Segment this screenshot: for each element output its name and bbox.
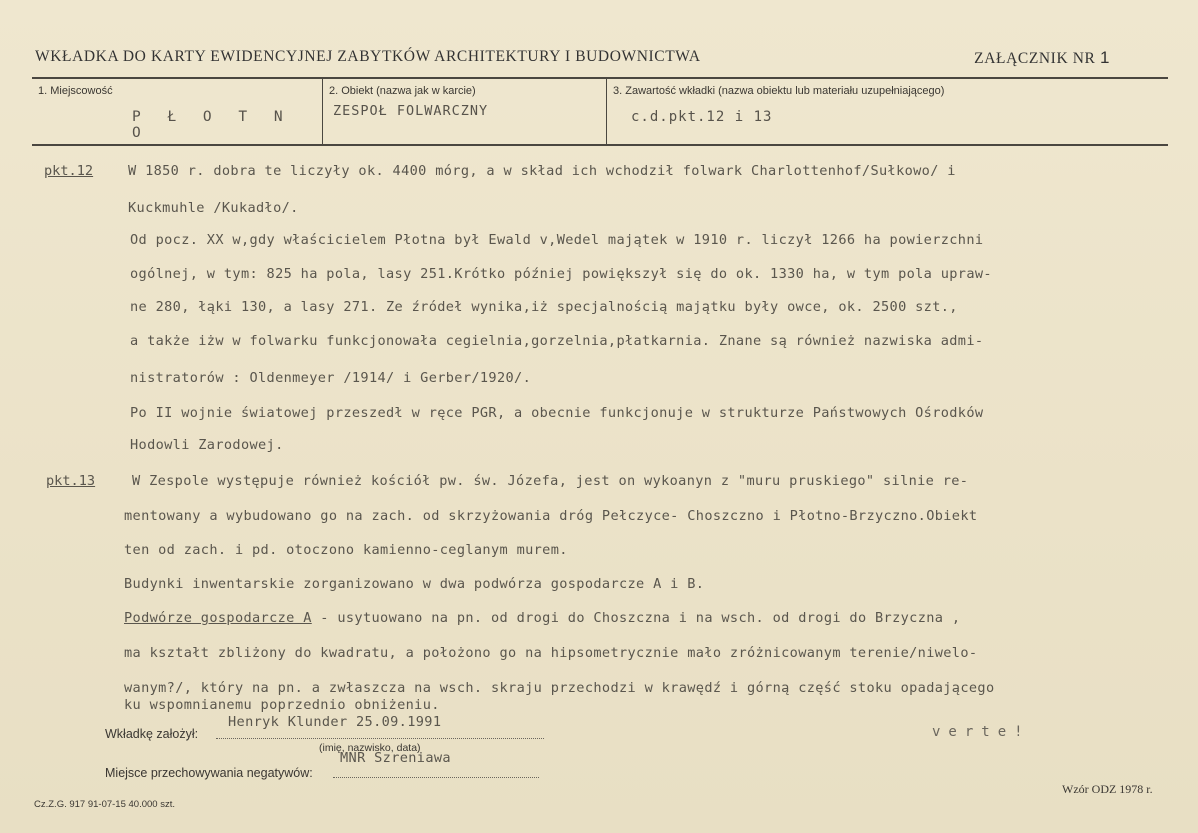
- podworze-line: ma kształt zbliżony do kwadratu, a położono go na hipsometrycznie mało zróżnicowanym terenie/niwelo-: [124, 645, 978, 661]
- print-info: Cz.Z.G. 917 91-07-15 40.000 szt.: [34, 799, 175, 810]
- locality-field: [32, 79, 322, 144]
- negatives-value: MNR Szreniawa: [340, 750, 451, 766]
- created-by-value: Henryk Klunder 25.09.1991: [228, 714, 442, 730]
- object-label: 2. Obiekt (nazwa jak w karcie): [329, 85, 476, 97]
- content-field: [606, 79, 1168, 144]
- pkt12-line: W 1850 r. dobra te liczyły ok. 4400 mórg, a w skład ich wchodził folwark Charlottenhof/Sułkowo/ i: [128, 163, 956, 179]
- object-field: [322, 79, 606, 144]
- pkt13-line: W Zespole występuje również kościół pw. św. Józefa, jest on wykoanyn z "muru pruskiego" silnie re-: [132, 473, 969, 489]
- verte-note: verte!: [932, 724, 1031, 740]
- pkt12-line: Od pocz. XX w,gdy właścicielem Płotna był Ewald v,Wedel majątek w 1910 r. liczył 1266 ha powierzchni: [130, 232, 984, 248]
- form-model: Wzór ODZ 1978 r.: [1062, 782, 1153, 796]
- podworze-line: wanym?/, który na pn. a zwłaszcza na wsch. skraju przechodzi w krawędź i górną część stoku opadającego: [124, 680, 995, 696]
- podworze-rest: - usytuowano na pn. od drogi do Choszczna i na wsch. od drogi do Brzyczna ,: [311, 610, 961, 626]
- form-title: WKŁADKA DO KARTY EWIDENCYJNEJ ZABYTKÓW ARCHITEKTURY I BUDOWNICTWA: [35, 48, 701, 65]
- podworze-line: [124, 610, 960, 626]
- pkt13-line: ten od zach. i pd. otoczono kamienno-ceglanym murem.: [124, 542, 568, 558]
- pkt12-line: Hodowli Zarodowej.: [130, 437, 284, 453]
- content-value: c.d.pkt.12 i 13: [631, 109, 773, 125]
- created-by-hint: (imię, nazwisko, data): [319, 742, 421, 754]
- header-fields: [32, 77, 1168, 146]
- negatives-line: [333, 777, 539, 778]
- pkt12-line: Po II wojnie światowej przeszedł w ręce PGR, a obecnie funkcjonuje w strukturze Państwowych Ośrodków: [130, 405, 984, 421]
- content-label: 3. Zawartość wkładki (nazwa obiektu lub materiału uzupełniającego): [613, 85, 945, 97]
- negatives-label: Miejsce przechowywania negatywów:: [105, 766, 313, 780]
- pkt12-line: ne 280, łąki 130, a lasy 271. Ze źródeł wynika,iż specjalnością majątku były owce, ok. 2500 szt.,: [130, 299, 958, 315]
- pkt12-label: pkt.12: [44, 163, 94, 179]
- pkt12-line: nistratorów : Oldenmeyer /1914/ i Gerber/1920/.: [130, 370, 532, 386]
- created-by-label: Wkładkę założył:: [105, 727, 199, 741]
- podworze-line: ku wspomnianemu poprzednio obniżeniu.: [124, 697, 440, 713]
- pkt12-line: Kuckmuhle /Kukadło/.: [128, 200, 299, 216]
- locality-value: P Ł O T N O: [132, 109, 292, 141]
- annex-label: [974, 48, 1110, 68]
- podworze-label: Podwórze gospodarcze A: [124, 610, 312, 626]
- pkt12-line: a także iżw w folwarku funkcjonowała cegielnia,gorzelnia,płatkarnia. Znane są również nazwiska admi-: [130, 333, 984, 349]
- pkt13-line: Budynki inwentarskie zorganizowano w dwa podwórza gospodarcze A i B.: [124, 576, 705, 592]
- annex-number: 1: [1099, 48, 1110, 67]
- pkt12-line: ogólnej, w tym: 825 ha pola, lasy 251.Krótko później powiększył się do ok. 1330 ha, w tym pola upraw-: [130, 266, 992, 282]
- pkt13-label: pkt.13: [46, 473, 96, 489]
- locality-label: 1. Miejscowość: [38, 85, 113, 97]
- object-value: ZESPOŁ FOLWARCZNY: [333, 103, 489, 119]
- pkt13-line: mentowany a wybudowano go na zach. od skrzyżowania dróg Pełczyce- Choszczno i Płotno-Brzyczno.Obiekt: [124, 508, 978, 524]
- annex-label-text: ZAŁĄCZNIK NR: [974, 50, 1096, 67]
- created-by-line: [216, 738, 544, 739]
